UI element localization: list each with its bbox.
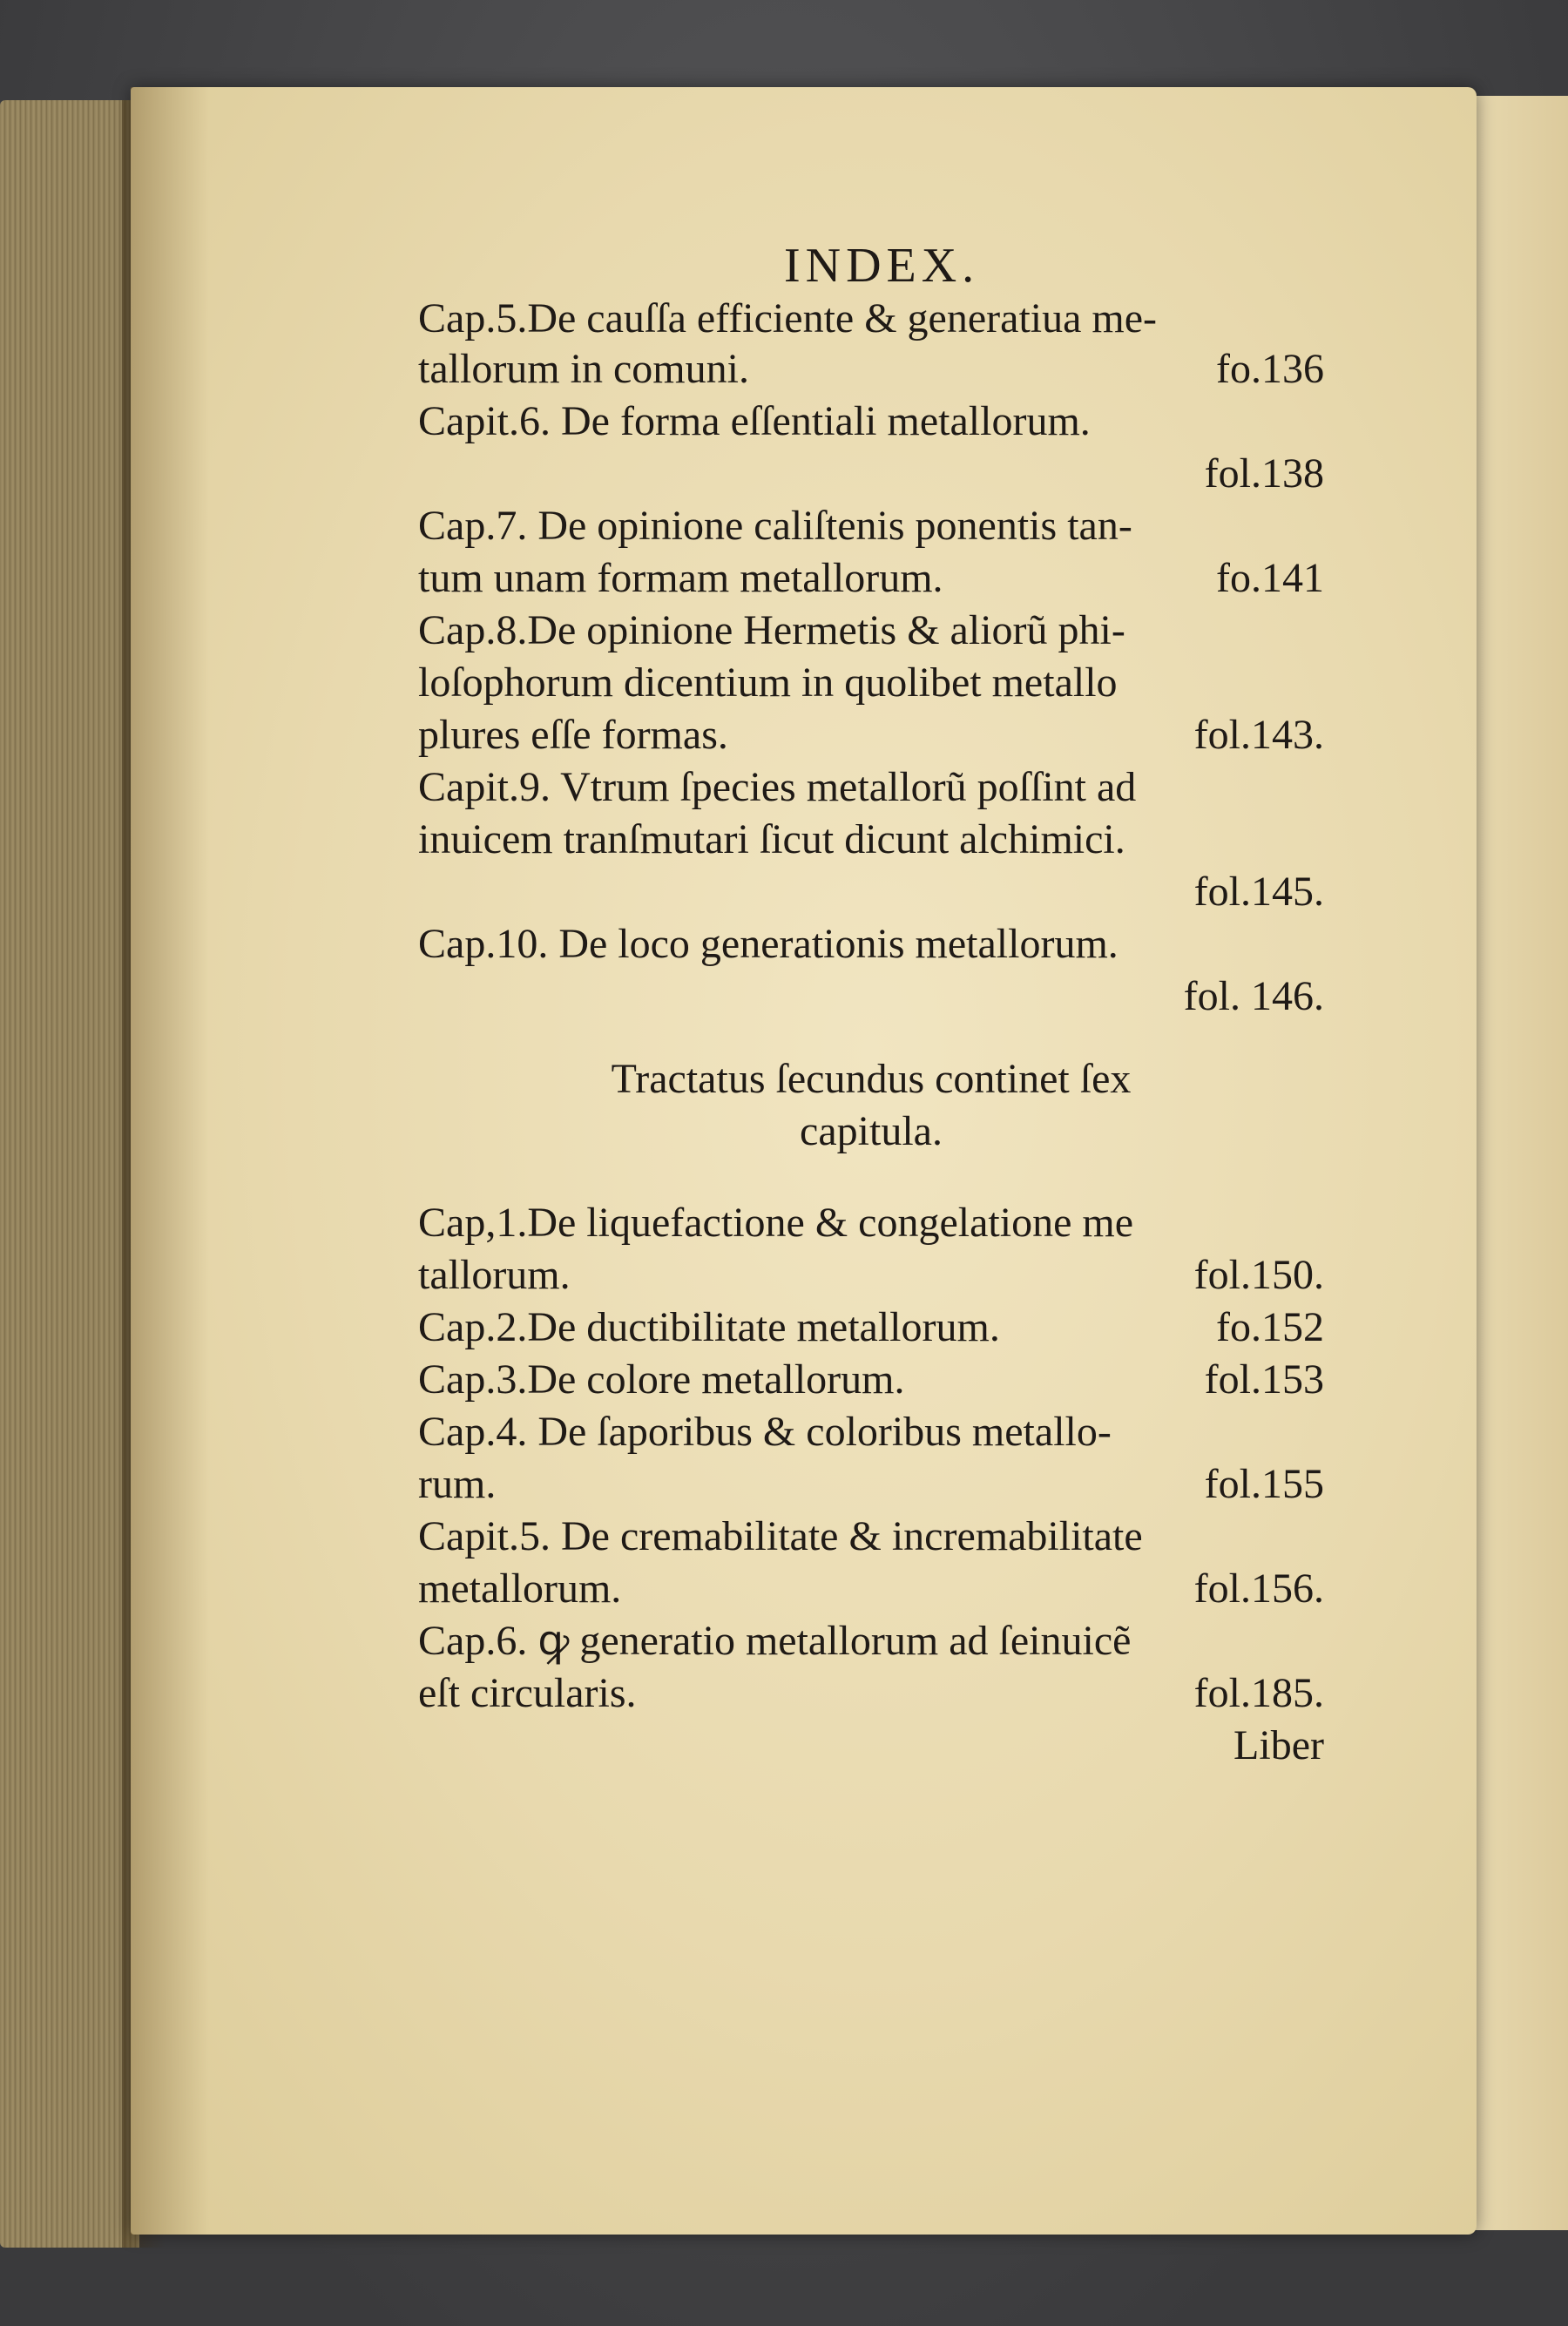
entry-folio: fol. 146. — [1183, 973, 1324, 1019]
tract-heading: capitula. — [800, 1108, 943, 1154]
entry-text: tallorum. — [418, 1252, 571, 1298]
index-line — [418, 1459, 1324, 1510]
entry-text: eſt circularis. — [418, 1670, 637, 1716]
index-line — [418, 449, 1324, 499]
entry-text: Cap,1.De liquefactione & congelatione me — [418, 1200, 1134, 1246]
index-line — [418, 658, 1324, 708]
index-line — [418, 919, 1324, 970]
index-line — [418, 1407, 1324, 1457]
tract-heading: Tractatus ſecundus continet ſex — [611, 1056, 1132, 1102]
index-line — [418, 1668, 1324, 1719]
index-line — [418, 396, 1324, 447]
entry-folio: fol.153 — [1204, 1356, 1324, 1403]
catchword-line — [418, 1721, 1324, 1771]
index-line — [418, 762, 1324, 813]
entry-text: Capit.5. De cremabilitate & incremabilitate — [418, 1513, 1143, 1559]
index-line — [418, 1302, 1324, 1353]
entry-text: Cap.2.De ductibilitate metallorum. — [418, 1304, 1000, 1350]
entry-text: tum unam formam metallorum. — [418, 555, 943, 601]
page-gutter — [131, 87, 209, 2235]
index-line — [418, 710, 1324, 761]
entry-folio: fol.156. — [1193, 1565, 1324, 1612]
entry-text: Cap.3.De colore metallorum. — [418, 1356, 905, 1403]
entry-text: plures eſſe formas. — [418, 712, 728, 758]
index-line — [418, 1564, 1324, 1614]
index-line — [418, 867, 1324, 917]
catchword: Liber — [1233, 1722, 1324, 1768]
entry-folio: fo.141 — [1216, 555, 1324, 601]
entry-text: Cap.8.De opinione Hermetis & aliorũ phi- — [418, 607, 1125, 653]
entry-text: Cap.10. De loco generationis metallorum. — [418, 921, 1119, 967]
entry-text: Capit.6. De forma eſſentiali metallorum. — [418, 398, 1091, 444]
entry-folio: fol.145. — [1193, 869, 1324, 915]
index-line — [418, 1198, 1324, 1248]
entry-text: inuicem tranſmutari ſicut dicunt alchimici. — [418, 816, 1125, 862]
entry-text: metallorum. — [418, 1565, 622, 1612]
entry-folio: fol.138 — [1204, 450, 1324, 497]
entry-text: Cap.7. De opinione caliſtenis ponentis tan- — [418, 503, 1132, 549]
page-title: INDEX. — [784, 239, 980, 293]
entry-text: loſophorum dicentium in quolibet metallo — [418, 659, 1118, 706]
index-line — [418, 294, 1324, 344]
index-line — [418, 1616, 1324, 1667]
book-page-edges — [0, 100, 139, 2248]
entry-folio: fol.185. — [1193, 1670, 1324, 1716]
entry-folio: fo.136 — [1216, 346, 1324, 392]
index-line — [418, 344, 1324, 395]
entry-folio: fol.143. — [1193, 712, 1324, 758]
entry-text: Cap.6. ꝙ generatio metallorum ad ſeinuicẽ — [418, 1618, 1132, 1664]
index-line — [418, 815, 1324, 865]
index-line — [418, 553, 1324, 604]
tract-heading-line — [418, 1106, 1324, 1157]
index-line — [418, 501, 1324, 551]
entry-text: Cap.4. De ſaporibus & coloribus metallo- — [418, 1409, 1112, 1455]
entry-folio: fol.150. — [1193, 1252, 1324, 1298]
index-line — [418, 1250, 1324, 1301]
entry-text: Cap.5.De cauſſa efficiente & generatiua me- — [418, 295, 1158, 341]
entry-folio: fo.152 — [1216, 1304, 1324, 1350]
index-line — [418, 1511, 1324, 1562]
entry-text: tallorum in comuni. — [418, 346, 749, 392]
tract-heading-line — [418, 1054, 1324, 1105]
entry-folio: fol.155 — [1204, 1461, 1324, 1507]
entry-text: Capit.9. Vtrum ſpecies metallorũ poſſint ad — [418, 764, 1137, 810]
entry-text: rum. — [418, 1461, 497, 1507]
index-line — [418, 1355, 1324, 1405]
index-line — [418, 971, 1324, 1022]
index-line — [418, 605, 1324, 656]
